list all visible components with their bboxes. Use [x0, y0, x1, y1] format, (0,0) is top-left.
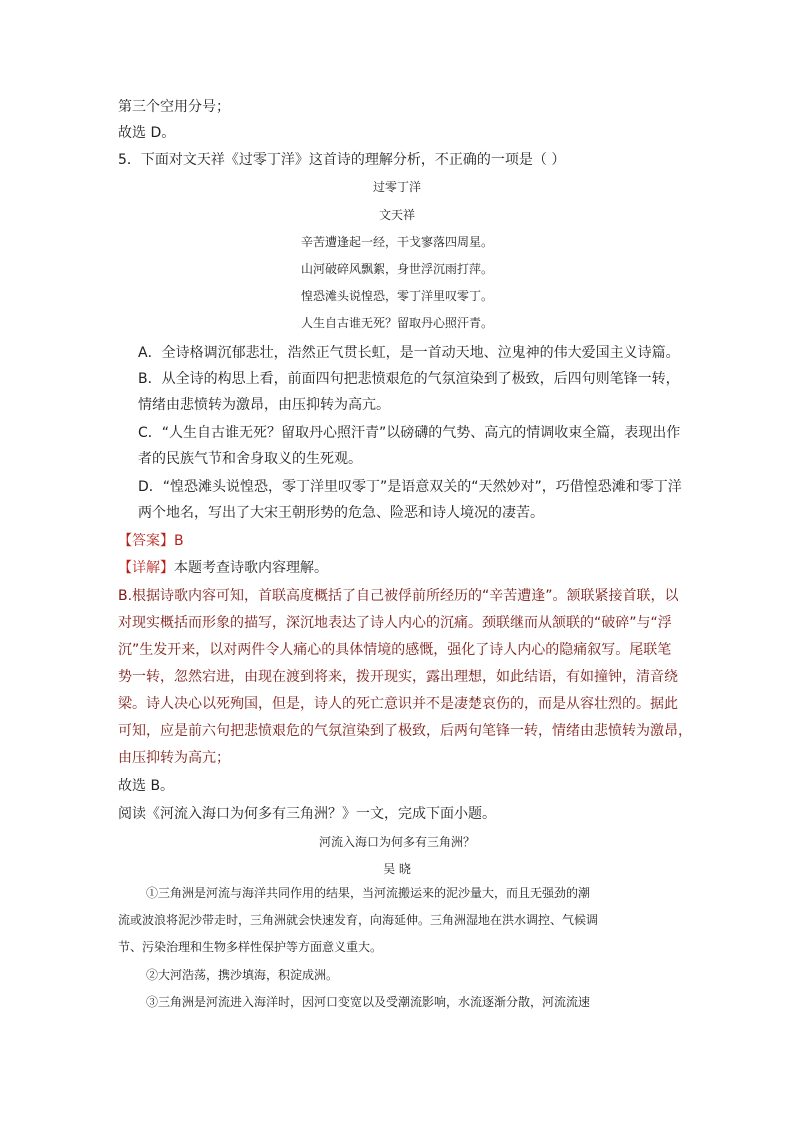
option-d: D．“惶恐滩头说惶恐，零丁洋里叹零丁”是语意双关的“天然妙对”，巧借惶恐滩和零丁洋	[138, 479, 682, 495]
answer-value: B	[174, 533, 184, 549]
poem-line-4: 人生自古谁无死？留取丹心照汗青。	[300, 316, 493, 330]
prev-line-2: 故选 D。	[118, 125, 176, 141]
essay-p1-line-3: 节、污染治理和生物多样性保护等方面意义重大。	[118, 940, 383, 954]
essay-p1-line-2: 流或波浪将泥沙带走时，三角洲就会快速发育，向海延伸。三角洲湿地在洪水调控、气候调	[118, 913, 599, 927]
option-b: B．从全诗的构思上看，前面四句把悲愤艰危的气氛渲染到了极致，后四句则笔锋一转，	[138, 371, 680, 387]
analysis-line-5: 梁。诗人决心以死殉国，但是，诗人的死亡意识并不是凄楚哀伤的，而是从容壮烈的。据此	[118, 696, 678, 712]
prev-line-1: 第三个空用分号；	[118, 99, 230, 115]
poem-title: 过零丁洋	[372, 180, 421, 194]
poem-line-3: 惶恐滩头说惶恐，零丁洋里叹零丁。	[300, 289, 493, 303]
poem-author: 文天祥	[378, 208, 415, 222]
analysis-line-6: 可知，应是前六句把悲愤艰危的气氛渲染到了极致，后两句笔锋一转，情绪由悲愤转为激昂，	[118, 723, 692, 739]
option-b-cont: 情绪由悲愤转为激昂，由压抑转为高亢。	[138, 397, 390, 413]
detail-line	[118, 555, 328, 581]
detail-label: 【详解】	[118, 560, 174, 576]
answer-line	[118, 528, 184, 554]
option-c-cont: 者的民族气节和舍身取义的生死观。	[138, 451, 362, 467]
analysis-line-3: 沉”生发开来，以对两件令人痛心的具体情境的感慨，强化了诗人内心的隐痛叙写。尾联笔	[118, 642, 672, 658]
analysis-line-2: 对现实概括而形象的描写，深沉地表达了诗人内心的沉痛。颈联继而从颔联的“破碎”与“浮	[118, 615, 672, 631]
essay-p2: ②大河浩荡，携沙填海，积淀成洲。	[146, 968, 339, 982]
essay-p1-line-1: ①三角洲是河流与海洋共同作用的结果，当河流搬运来的泥沙量大，而且无强劲的潮	[146, 886, 591, 900]
essay-p3-line-1: ③三角洲是河流进入海洋时，因河口变宽以及受潮流影响，水流逐渐分散，河流流速	[146, 995, 591, 1009]
poem-line-2: 山河破碎风飘絮，身世浮沉雨打萍。	[300, 262, 493, 276]
option-c: C．“人生自古谁无死？留取丹心照汗青”以磅礴的气势、高亢的情调收束全篇，表现出作	[138, 425, 681, 441]
detail-text: 本题考查诗歌内容理解。	[174, 560, 328, 576]
reading-intro: 阅读《河流入海口为何多有三角洲？》一文，完成下面小题。	[118, 806, 496, 822]
essay-author: 吴 晓	[383, 862, 411, 876]
option-a: A．全诗格调沉郁悲壮，浩然正气贯长虹，是一首动天地、泣鬼神的伟大爱国主义诗篇。	[138, 345, 680, 361]
option-d-cont: 两个地名，写出了大宋王朝形势的危急、险恶和诗人境况的凄苦。	[138, 505, 544, 521]
answer-conclusion: 故选 B。	[118, 778, 175, 794]
question-stem: 5．下面对文天祥《过零丁洋》这首诗的理解分析，不正确的一项是（ ）	[118, 152, 566, 168]
analysis-line-1: B.根据诗歌内容可知，首联高度概括了自己被俘前所经历的“辛苦遭逢”。颔联紧接首联，以	[118, 588, 679, 604]
answer-label: 【答案】	[118, 533, 174, 549]
poem-line-1: 辛苦遭逢起一经，干戈寥落四周星。	[300, 235, 493, 249]
analysis-line-7: 由压抑转为高亢；	[118, 750, 230, 766]
analysis-line-4: 势一转，忽然宕进，由现在渡到将来，拨开现实，露出理想，如此结语，有如撞钟，清音绕	[118, 669, 678, 685]
essay-title: 河流入海口为何多有三角洲？	[318, 835, 475, 849]
